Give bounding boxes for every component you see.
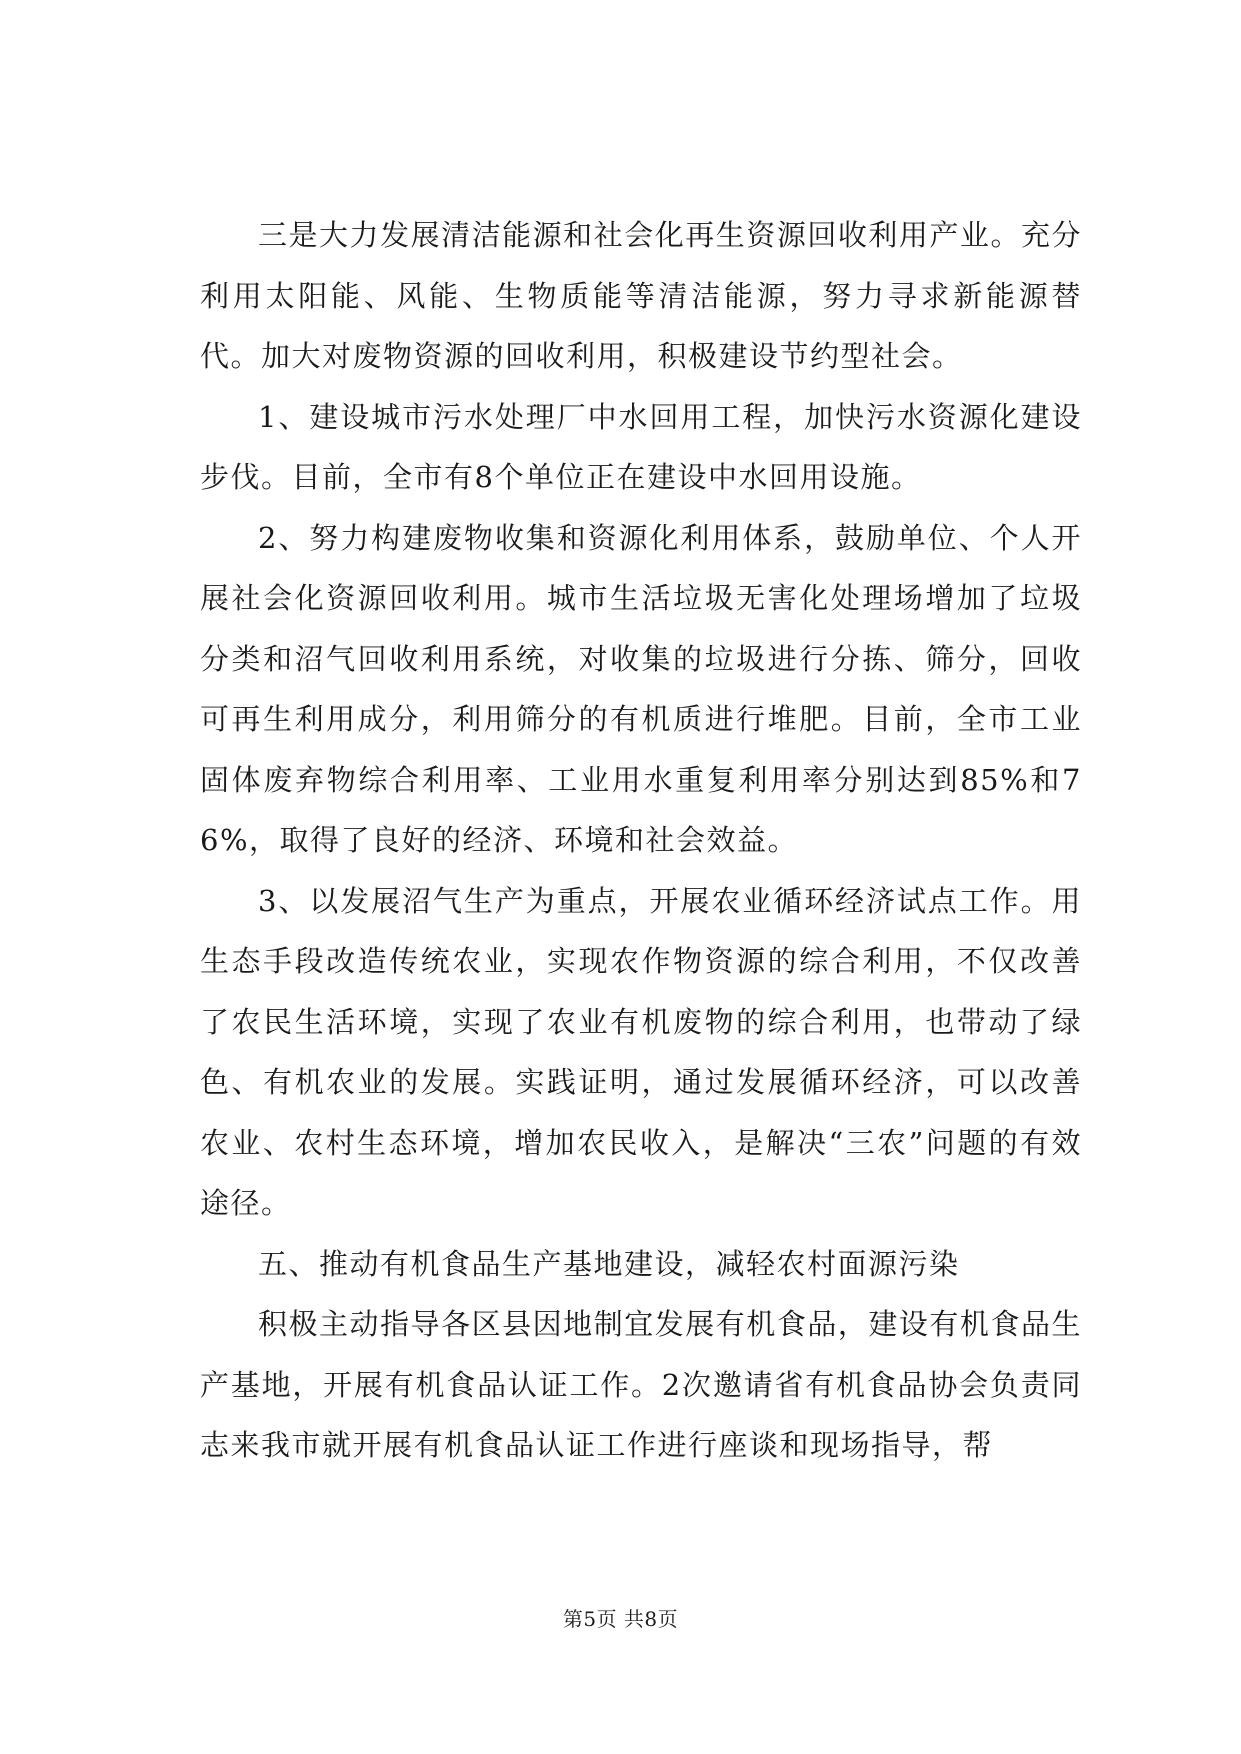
paragraph-wastewater-reuse: 1、建设城市污水处理厂中水回用工程，加快污水资源化建设步伐。目前，全市有8个单位正在建设中水回用设施。	[200, 399, 1082, 494]
paragraph-waste-recycling: 2、努力构建废物收集和资源化利用体系，鼓励单位、个人开展社会化资源回收利用。城市生活垃圾无害化处理场增加了垃圾分类和沼气回收利用系统，对收集的垃圾进行分拣、筛分，回收可再生利用成分，利用筛分的有机质进行堆肥。目前，全市工业固体废弃物综合利用率、工业用水重复利用率分别达到85%和76%，取得了良好的经济、环境和社会效益。	[200, 520, 1082, 857]
section-heading-organic-food: 五、推动有机食品生产基地建设，减轻农村面源污染	[258, 1246, 960, 1281]
paragraph-biogas-agriculture: 3、以发展沼气生产为重点，开展农业循环经济试点工作。用生态手段改造传统农业，实现农作物资源的综合利用，不仅改善了农民生活环境，实现了农业有机废物的综合利用，也带动了绿色、有机农业的发展。实践证明，通过发展循环经济，可以改善农业、农村生态环境，增加农民收入，是解决“三农”问题的有效途径。	[200, 883, 1082, 1220]
page-number-footer: 第5页 共8页	[562, 1607, 679, 1631]
paragraph-clean-energy: 三是大力发展清洁能源和社会化再生资源回收利用产业。充分利用太阳能、风能、生物质能等清洁能源，努力寻求新能源替代。加大对废物资源的回收利用，积极建设节约型社会。	[200, 218, 1082, 373]
paragraph-organic-food-base: 积极主动指导各区县因地制宜发展有机食品，建设有机食品生产基地，开展有机食品认证工作。2次邀请省有机食品协会负责同志来我市就开展有机食品认证工作进行座谈和现场指导，帮	[200, 1307, 1082, 1462]
document-body	[200, 205, 1082, 1476]
